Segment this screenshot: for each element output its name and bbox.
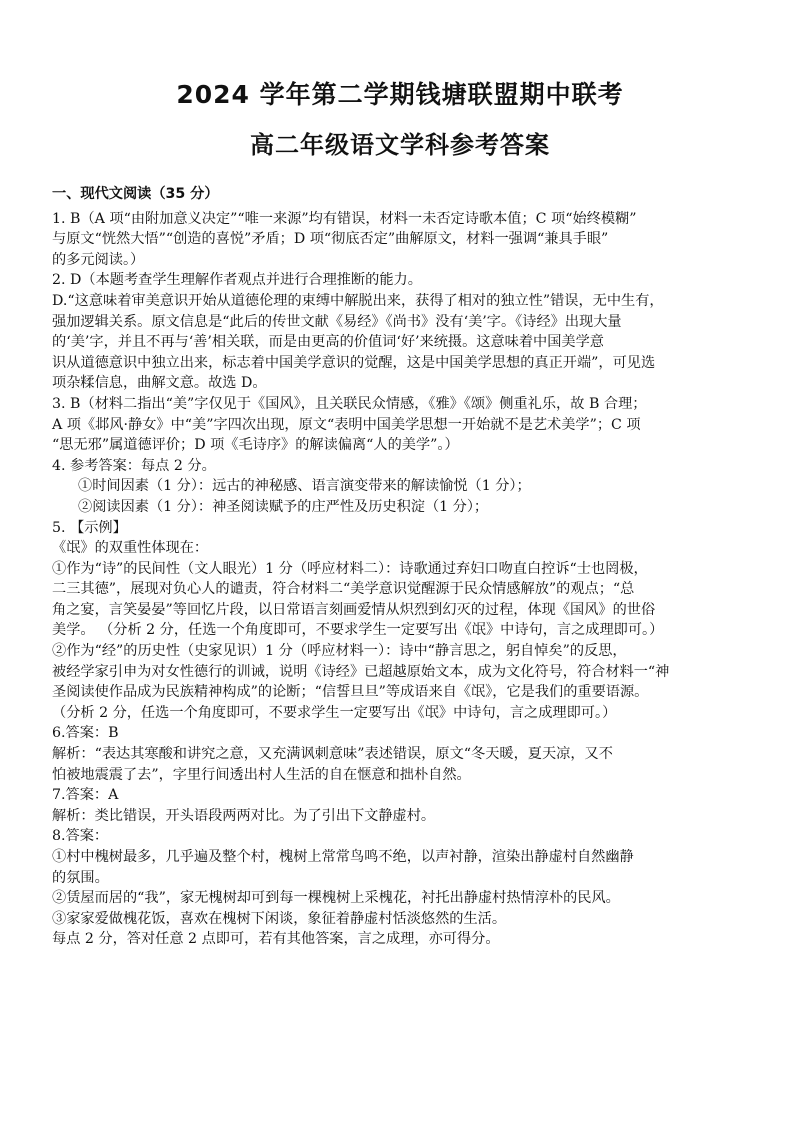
answer-line: ①时间因素（1 分）：远古的神秘感、语言演变带来的解读愉悦（1 分）； <box>78 478 531 495</box>
answer-line: 的氛围。 <box>52 869 109 886</box>
answer-line: 解析：“表达其寒酸和讲究之意，又充满讽刺意味”表述错误，原文“冬天暖，夏天凉，又不 <box>52 746 613 763</box>
answer-line: 识从道德意识中独立出来，标志着中国美学意识的觉醒，这是中国美学思想的真正开端”，可见选 <box>52 354 656 371</box>
answer-line: 强加逻辑关系。原文信息是“此后的传世文献《易经》《尚书》没有‘美’字。《诗经》出现大量 <box>52 313 622 330</box>
answer-line: 怕被地震震了去”，字里行间透出村人生活的自在惬意和拙朴自然。 <box>52 766 471 783</box>
exam-subtitle: 高二年级语文学科参考答案 <box>250 131 550 159</box>
answer-line: 的多元阅读。） <box>52 251 145 268</box>
answer-line: 被经学家引申为对女性德行的训诫，说明《诗经》已超越原始文本，成为文化符号，符合材料一“神 <box>52 663 670 680</box>
answer-line: 每点 2 分，答对任意 2 点即可，若有其他答案，言之成理，亦可得分。 <box>52 931 500 948</box>
answer-line: 角之宴，言笑晏晏”等回忆片段，以日常语言刻画爱情从炽烈到幻灭的过程，体现《国风》的世俗 <box>52 601 656 618</box>
answer-line: 8.答案： <box>52 828 109 845</box>
answer-line: 2. D（本题考查学生理解作者观点并进行合理推断的能力。 <box>52 272 422 289</box>
answer-line: 圣阅读使作品成为民族精神构成”的论断；“信誓旦旦”等成语来自《氓》，它是我们的重要语源。 <box>52 684 649 701</box>
answer-line: 的‘美’字，并且不再与‘善’相关联，而是由更高的价值词‘好’来统摄。这意味着中国美学意 <box>52 334 604 351</box>
exam-title: 2024 学年第二学期钱塘联盟期中联考 <box>176 80 624 109</box>
answer-content <box>52 184 752 950</box>
answer-line: 3. B（材料二指出“美”字仅见于《国风》，且关联民众情感，《雅》《颂》侧重礼乐，故 B 合理； <box>52 395 647 412</box>
section-heading: 一、现代文阅读（35 分） <box>52 186 219 202</box>
answer-line: 二三其德”，展现对负心人的谴责，符合材料二“美学意识觉醒源于民众情感解放”的观点；“总 <box>52 581 635 598</box>
answer-line: ②作为“经”的历史性（史家见识）1 分（呼应材料一）：诗中“静言思之，躬自悼矣”的反思， <box>52 643 627 660</box>
answer-line: 解析：类比错误，开头语段两两对比。为了引出下文静虚村。 <box>52 807 436 824</box>
answer-line: ③家家爱做槐花饭，喜欢在槐树下闲谈，象征着静虚村恬淡悠然的生活。 <box>52 910 507 927</box>
answer-line: 6.答案：B <box>52 725 119 742</box>
answer-line: 项杂糅信息，曲解文意。故选 D。 <box>52 375 267 392</box>
answer-line: 4. 参考答案：每点 2 分。 <box>52 457 216 474</box>
answer-line: 美学。 （分析 2 分，任选一个角度即可，不要求学生一定要写出《氓》中诗句，言之成理即可。） <box>52 622 664 639</box>
answer-line: “思无邪”属道德评价；D 项《毛诗序》的解读偏离“人的美学”。） <box>52 437 459 454</box>
answer-line: ①作为“诗”的民间性（文人眼光）1 分（呼应材料二）：诗歌通过弃妇口吻直白控诉“士也罔极， <box>52 560 648 577</box>
answer-line: 《氓》的双重性体现在： <box>52 540 209 557</box>
answer-line: ②赁屋而居的“我”，家无槐树却可到每一棵槐树上采槐花，衬托出静虚村热情淳朴的民风。 <box>52 890 620 907</box>
answer-line: A 项《邶风·静女》中“美”字四次出现，原文“表明中国美学思想一开始就不是艺术美学”；C 项 <box>52 416 641 433</box>
answer-line: 与原文“恍然大悟”“创造的喜悦”矛盾；D 项“彻底否定”曲解原文，材料一强调“兼具手眼” <box>52 231 609 248</box>
answer-line: （分析 2 分，任选一个角度即可，不要求学生一定要写出《氓》中诗句，言之成理即可。） <box>52 704 617 721</box>
answer-line: D.“这意味着审美意识开始从道德伦理的束缚中解脱出来，获得了相对的独立性”错误，无中生有， <box>52 292 664 309</box>
answer-line: 1. B（A 项“由附加意义决定”“唯一来源”均有错误，材料一未否定诗歌本值；C 项“始终模糊” <box>52 210 637 227</box>
answer-line: 5. 【示例】 <box>52 519 127 536</box>
answer-line: ②阅读因素（1 分）：神圣阅读赋予的庄严性及历史积淀（1 分）； <box>78 498 489 515</box>
answer-line: 7.答案：A <box>52 787 119 804</box>
answer-line: ①村中槐树最多，几乎遍及整个村，槐树上常常鸟鸣不绝，以声衬静，渲染出静虚村自然幽静 <box>52 849 634 865</box>
